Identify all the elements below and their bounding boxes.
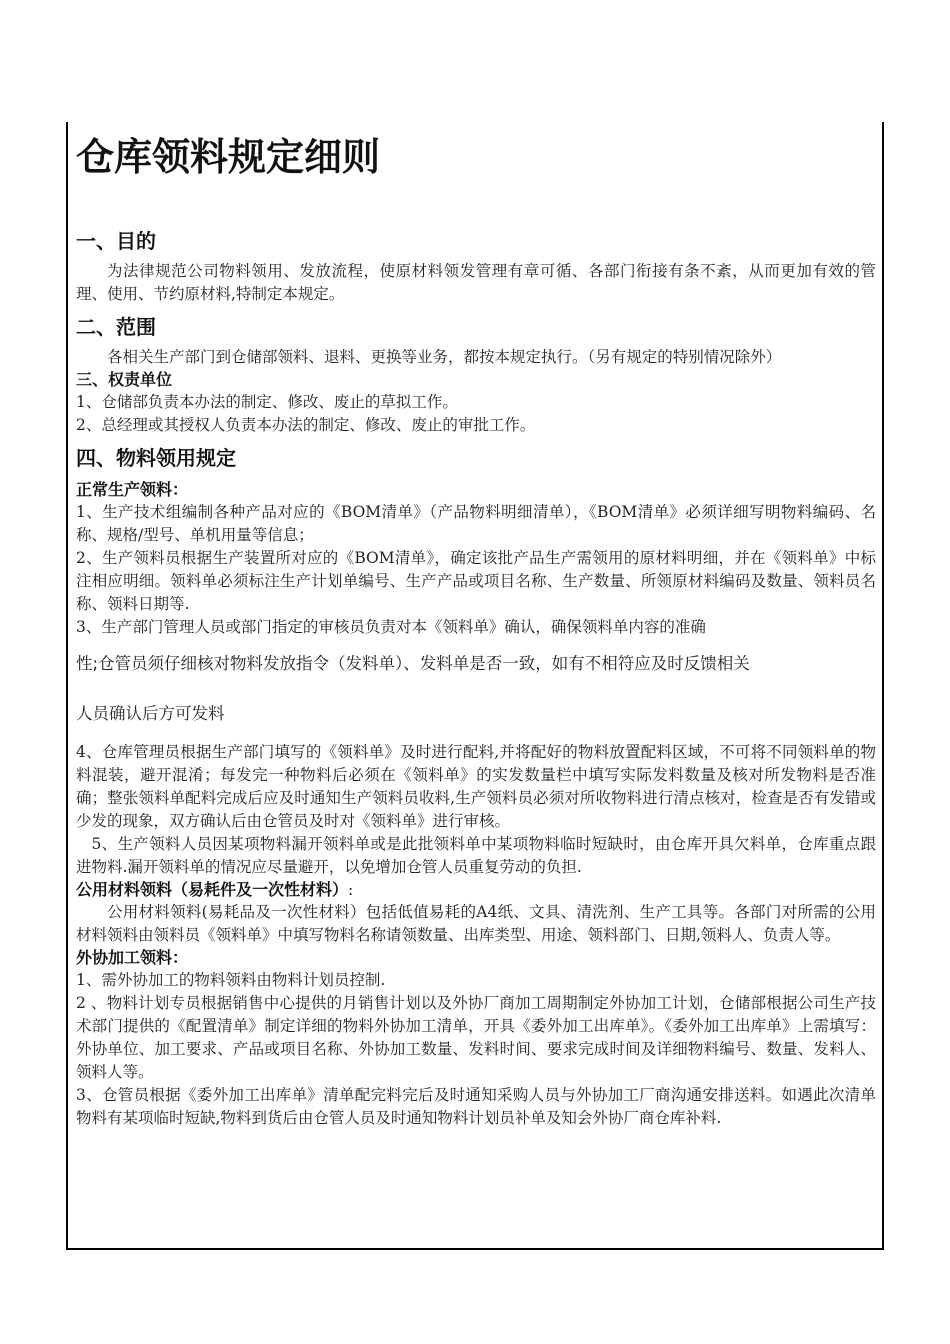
responsibility-item: 2、总经理或其授权人负责本办法的制定、修改、废止的审批工作。 (76, 416, 536, 434)
subheading-outsourcing: 外协加工领料： (76, 948, 189, 967)
document-body (76, 122, 876, 1130)
document-title: 仓库领料规定细则 (76, 135, 381, 179)
normal-item-3-line-2: 性;仓管员须仔细核对物料发放指令（发料单）、发料单是否一致，如有不相符应及时反馈相关 (76, 654, 750, 673)
outsourcing-item-2: 2 、物料计划专员根据销售中心提供的月销售计划以及外协厂商加工周期制定外协加工计划，仓储部根据公司生产技术部门提供的《配置清单》制定详细的物料外协加工清单，开具《委外加工出库单》。《委外加工出库单》上需填写：外协单位、加工要求、产品或项目名称、外协加工数量、发料时间、要求完成时间及详细物料编号、数量、发料人、领料人等。 (76, 994, 876, 1081)
scope-text: 各相关生产部门到仓储部领料、退料、更换等业务，都按本规定执行。（另有规定的特别情况除外） (107, 348, 782, 366)
section-heading-responsibility: 三、权责单位 (76, 370, 173, 389)
common-material-heading-row (76, 879, 876, 901)
common-material-text: 公用材料领料(易耗品及一次性材料）包括低值易耗的A4纸、文具、清洗剂、生产工具等。各部门对所需的公用材料领料由领料员《领料单》中填写物料名称请领数量、出库类型、用途、领料部门、日期,领料人、负责人等。 (76, 903, 876, 944)
purpose-text: 为法律规范公司物料领用、发放流程，使原材料领发管理有章可循、各部门衔接有条不紊，从而更加有效的管理、使用、节约原材料,特制定本规定。 (76, 262, 876, 303)
section-heading-purpose: 一、目的 (76, 229, 156, 253)
normal-item-5: 5、生产领料人员因某项物料漏开领料单或是此批领料单中某项物料临时短缺时，由仓库开具欠料单，仓库重点跟进物料.漏开领料单的情况应尽量避开，以免增加仓管人员重复劳动的负担. (76, 835, 876, 876)
responsibility-item: 1、仓储部负责本办法的制定、修改、废止的草拟工作。 (76, 393, 458, 411)
normal-item-1: 1、生产技术组编制各种产品对应的《BOM清单》（产品物料明细清单），《BOM清单》必须详细写明物料编码、名称、规格/型号、单机用量等信息； (76, 503, 876, 544)
normal-item-2: 2、生产领料员根据生产装置所对应的《BOM清单》，确定该批产品生产需领用的原材料明细，并在《领料单》中标注相应明细。领料单必须标注生产计划单编号、生产产品或项目名称、生产数量、所领原材料编码及数量、领料员名称、领料日期等. (76, 549, 876, 613)
section-heading-scope: 二、范围 (76, 315, 156, 339)
normal-item-3-line-3: 人员确认后方可发料 (76, 704, 225, 723)
normal-item-4: 4、仓库管理员根据生产部门填写的《领料单》及时进行配料,并将配好的物料放置配料区域，不可将不同领料单的物料混装，避开混淆；每发完一种物料后必须在《领料单》的实发数量栏中填写实际发料数量及核对所发物料是否准确；整张领料单配料完成后应及时通知生产领料员收料,生产领料员必须对所收物料进行清点核对，检查是否有发错或少发的现象，双方确认后由仓管员及时对《领料单》进行审核。 (76, 743, 876, 830)
outsourcing-item-3: 3、仓管员根据《委外加工出库单》清单配完料完后及时通知采购人员与外协加工厂商沟通安排送料。如遇此次清单物料有某项临时短缺,物料到货后由仓管人员及时通知物料计划员补单及知会外协厂商仓库补料. (76, 1086, 876, 1127)
subheading-common-suffix: : (348, 881, 354, 899)
subheading-normal-production: 正常生产领料： (76, 480, 189, 499)
outsourcing-item-1: 1、需外协加工的物料领料由物料计划员控制. (76, 971, 386, 989)
subheading-common-material: 公用材料领料（易耗件及一次性材料） (76, 880, 349, 899)
normal-item-3-line-1: 3、生产部门管理人员或部门指定的审核员负责对本《领料单》确认，确保领料单内容的准确 (76, 618, 706, 636)
section-heading-rules: 四、物料领用规定 (76, 446, 236, 470)
